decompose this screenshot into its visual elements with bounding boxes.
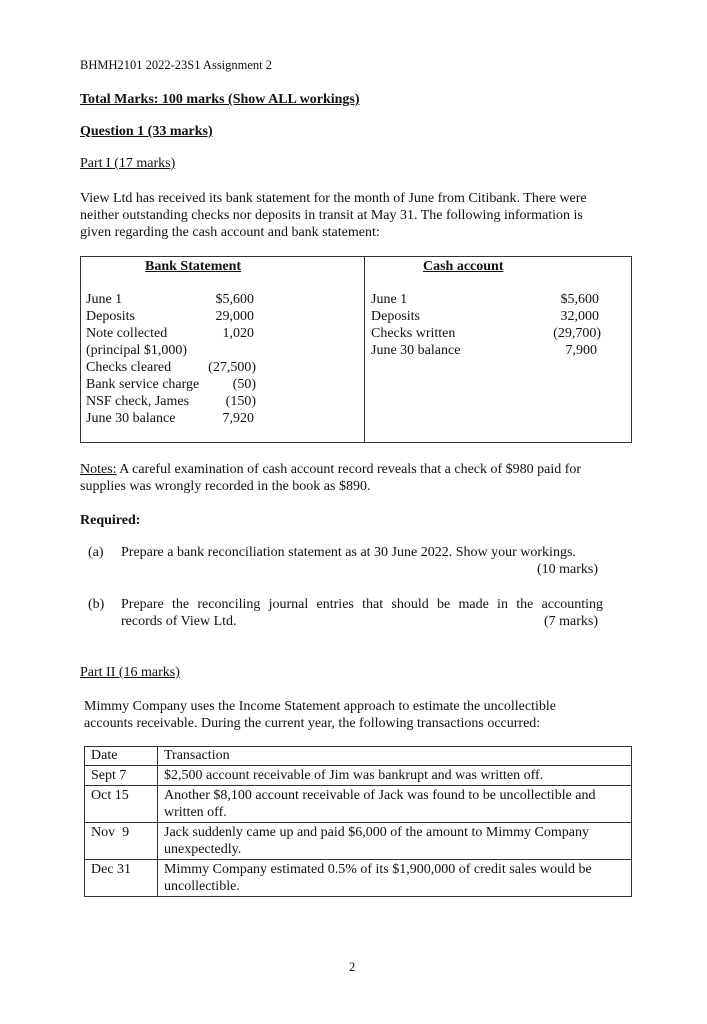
header-transaction: Transaction bbox=[158, 747, 632, 766]
notes-text: A careful examination of cash account record reveals that a check of $980 paid for bbox=[116, 462, 582, 477]
bank-row-label: (principal $1,000) bbox=[86, 343, 188, 358]
row-transaction-line: $2,500 account receivable of Jim was bankrupt and was written off. bbox=[164, 768, 544, 783]
bank-row-label: NSF check, James bbox=[86, 394, 190, 409]
statement-divider bbox=[364, 256, 365, 443]
transactions-table bbox=[84, 746, 632, 897]
bank-row-label: June 1 bbox=[86, 292, 123, 307]
bank-row-label: Bank service charge bbox=[86, 377, 200, 392]
part1-title: Part I (17 marks) bbox=[80, 156, 176, 171]
table-header-row bbox=[85, 747, 632, 766]
required-heading: Required: bbox=[80, 513, 141, 528]
row-transaction-line: written off. bbox=[164, 805, 227, 820]
row-transaction-line: Mimmy Company estimated 0.5% of its $1,900,000 of credit sales would be bbox=[164, 862, 592, 877]
row-transaction bbox=[158, 823, 632, 860]
cash-row-value: 32,000 bbox=[560, 309, 599, 324]
cash-row-label: June 30 balance bbox=[371, 343, 461, 358]
bank-statement-heading: Bank Statement bbox=[145, 259, 242, 274]
row-date: Nov 9 bbox=[85, 823, 158, 860]
part1-intro-line-2: neither outstanding checks nor deposits in transit at May 31. The following information is bbox=[80, 208, 583, 223]
table-row bbox=[85, 786, 632, 823]
cash-row-value: 7,900 bbox=[565, 343, 597, 358]
bank-row-value: $5,600 bbox=[215, 292, 254, 307]
cash-row-label: Checks written bbox=[371, 326, 456, 341]
total-marks-heading: Total Marks: 100 marks (Show ALL workings) bbox=[80, 92, 360, 107]
item-b-text-line2: records of View Ltd. bbox=[121, 614, 237, 629]
bank-row-label: June 30 balance bbox=[86, 411, 176, 426]
notes-line-1 bbox=[80, 462, 581, 478]
row-date: Sept 7 bbox=[85, 766, 158, 786]
item-b-label: (b) bbox=[88, 597, 105, 612]
cash-row-value: (29,700) bbox=[553, 326, 601, 341]
question1-title: Question 1 (33 marks) bbox=[80, 124, 213, 139]
row-transaction bbox=[158, 786, 632, 823]
bank-row-label: Note collected bbox=[86, 326, 168, 341]
row-transaction-line: unexpectedly. bbox=[164, 842, 242, 857]
notes-label: Notes: bbox=[80, 462, 117, 477]
row-transaction bbox=[158, 860, 632, 897]
item-a-marks: (10 marks) bbox=[537, 562, 599, 577]
row-transaction-line: uncollectible. bbox=[164, 879, 240, 894]
item-b-marks: (7 marks) bbox=[544, 614, 599, 629]
bank-row-value: 7,920 bbox=[222, 411, 254, 426]
part2-intro-line-1: Mimmy Company uses the Income Statement approach to estimate the uncollectible bbox=[84, 699, 556, 714]
bank-row-value: 29,000 bbox=[215, 309, 254, 324]
row-transaction-line: Another $8,100 account receivable of Jack was found to be uncollectible and bbox=[164, 788, 596, 803]
course-header: BHMH2101 2022-23S1 Assignment 2 bbox=[80, 58, 273, 72]
bank-row-value: (150) bbox=[225, 394, 256, 409]
row-date: Dec 31 bbox=[85, 860, 158, 897]
item-a-text: Prepare a bank reconciliation statement as at 30 June 2022. Show your workings. bbox=[121, 545, 576, 560]
bank-row-label: Deposits bbox=[86, 309, 135, 324]
page-number: 2 bbox=[349, 960, 356, 974]
table-row bbox=[85, 823, 632, 860]
cash-account-heading: Cash account bbox=[423, 259, 504, 274]
item-a-label: (a) bbox=[88, 545, 104, 560]
part1-intro-line-1: View Ltd has received its bank statement for the month of June from Citibank. There were bbox=[80, 191, 587, 206]
cash-row-label: Deposits bbox=[371, 309, 420, 324]
header-date: Date bbox=[85, 747, 158, 766]
cash-row-value: $5,600 bbox=[560, 292, 599, 307]
bank-row-value: (50) bbox=[232, 377, 256, 392]
row-date: Oct 15 bbox=[85, 786, 158, 823]
bank-row-value: 1,020 bbox=[222, 326, 254, 341]
row-transaction-line: Jack suddenly came up and paid $6,000 of the amount to Mimmy Company bbox=[164, 825, 589, 840]
part1-intro-line-3: given regarding the cash account and bank statement: bbox=[80, 225, 380, 240]
part2-intro-line-2: accounts receivable. During the current year, the following transactions occurred: bbox=[84, 716, 541, 731]
row-transaction bbox=[158, 766, 632, 786]
table-row bbox=[85, 860, 632, 897]
cash-row-label: June 1 bbox=[371, 292, 408, 307]
notes-line-2: supplies was wrongly recorded in the book as $890. bbox=[80, 479, 371, 494]
bank-row-label: Checks cleared bbox=[86, 360, 172, 375]
bank-row-value: (27,500) bbox=[208, 360, 256, 375]
table-row bbox=[85, 766, 632, 786]
item-b-text: Prepare the reconciling journal entries that should be made in the accounting bbox=[121, 597, 603, 612]
part2-title: Part II (16 marks) bbox=[80, 665, 180, 680]
